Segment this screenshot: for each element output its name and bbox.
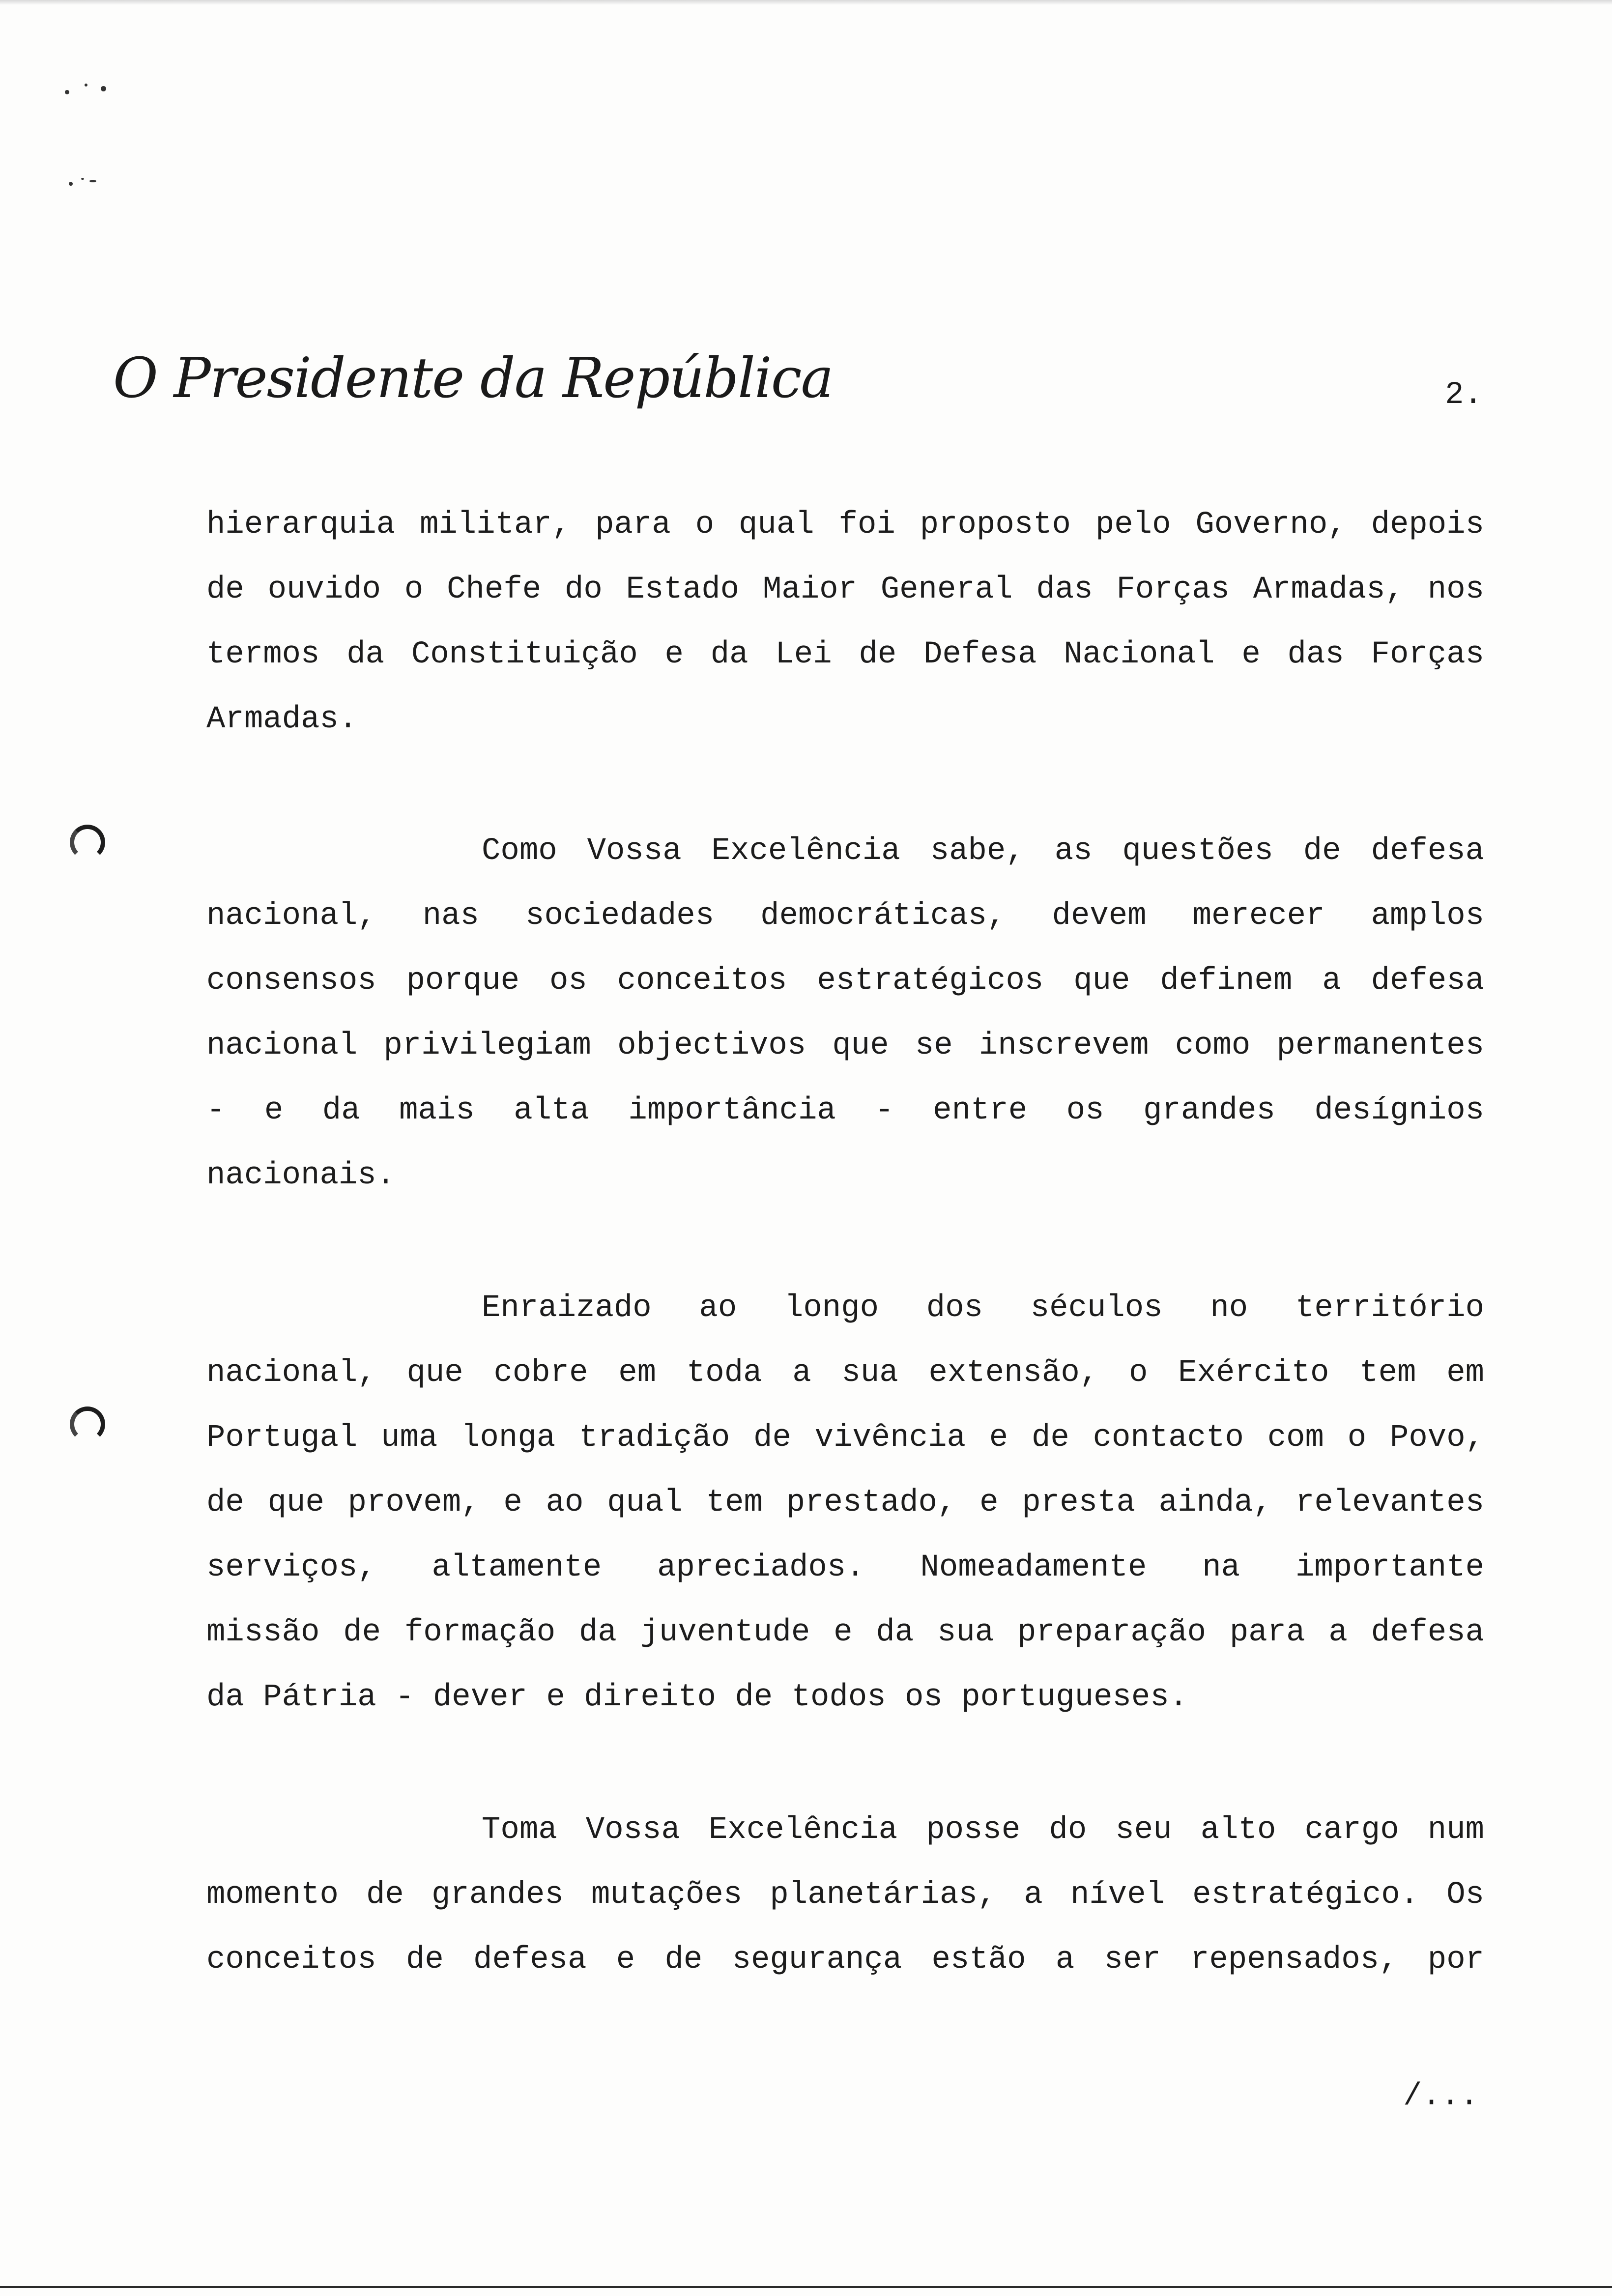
body-line: nacional, nas sociedades democráticas, devem merecer amplos <box>206 898 1484 934</box>
body-line: serviços, altamente apreciados. Nomeadamente na importante <box>206 1550 1484 1585</box>
body-line: missão de formação da juventude e da sua preparação para a defesa <box>206 1615 1484 1650</box>
continuation-mark: /... <box>1403 2079 1479 2114</box>
body-line: da Pátria - dever e direito de todos os portugueses. <box>206 1680 1188 1715</box>
body-line: conceitos de defesa e de segurança estão a ser repensados, por <box>206 1942 1484 1978</box>
body-line: nacional, que cobre em toda a sua extensão, o Exército tem em <box>206 1355 1484 1391</box>
body-line-indented: Como Vossa Excelência sabe, as questões de defesa <box>482 833 1484 869</box>
scan-top-edge <box>0 0 1612 5</box>
body-line: termos da Constituição e da Lei de Defesa Nacional e das Forças <box>206 637 1484 672</box>
scan-speck <box>89 180 96 182</box>
scan-speck <box>81 178 84 180</box>
body-line: consensos porque os conceitos estratégicos que definem a defesa <box>206 963 1484 999</box>
scan-speck <box>101 86 106 91</box>
page-number: 2. <box>1445 377 1483 413</box>
body-line: - e da mais alta importância - entre os grandes desígnios <box>206 1093 1484 1128</box>
body-line: momento de grandes mutações planetárias, a nível estratégico. Os <box>206 1877 1484 1913</box>
punch-hole <box>70 1406 105 1442</box>
scan-speck <box>85 84 87 86</box>
body-line: hierarquia militar, para o qual foi proposto pelo Governo, depois <box>206 507 1484 543</box>
punch-hole <box>70 825 105 860</box>
body-line: nacionais. <box>206 1158 396 1193</box>
body-line: de que provem, e ao qual tem prestado, e presta ainda, relevantes <box>206 1485 1484 1521</box>
scan-speck <box>65 90 69 94</box>
body-line: nacional privilegiam objectivos que se inscrevem como permanentes <box>206 1028 1484 1063</box>
body-line: Armadas. <box>206 702 358 737</box>
scan-bottom-rule <box>0 2286 1612 2288</box>
body-line: Portugal uma longa tradição de vivência e de contacto com o Povo, <box>206 1420 1484 1456</box>
body-line-indented: Toma Vossa Excelência posse do seu alto cargo num <box>482 1812 1484 1848</box>
letterhead: O Presidente da República <box>113 346 833 410</box>
scan-speck <box>69 182 73 186</box>
body-line-indented: Enraizado ao longo dos séculos no território <box>482 1291 1484 1326</box>
body-line: de ouvido o Chefe do Estado Maior General das Forças Armadas, nos <box>206 572 1484 607</box>
